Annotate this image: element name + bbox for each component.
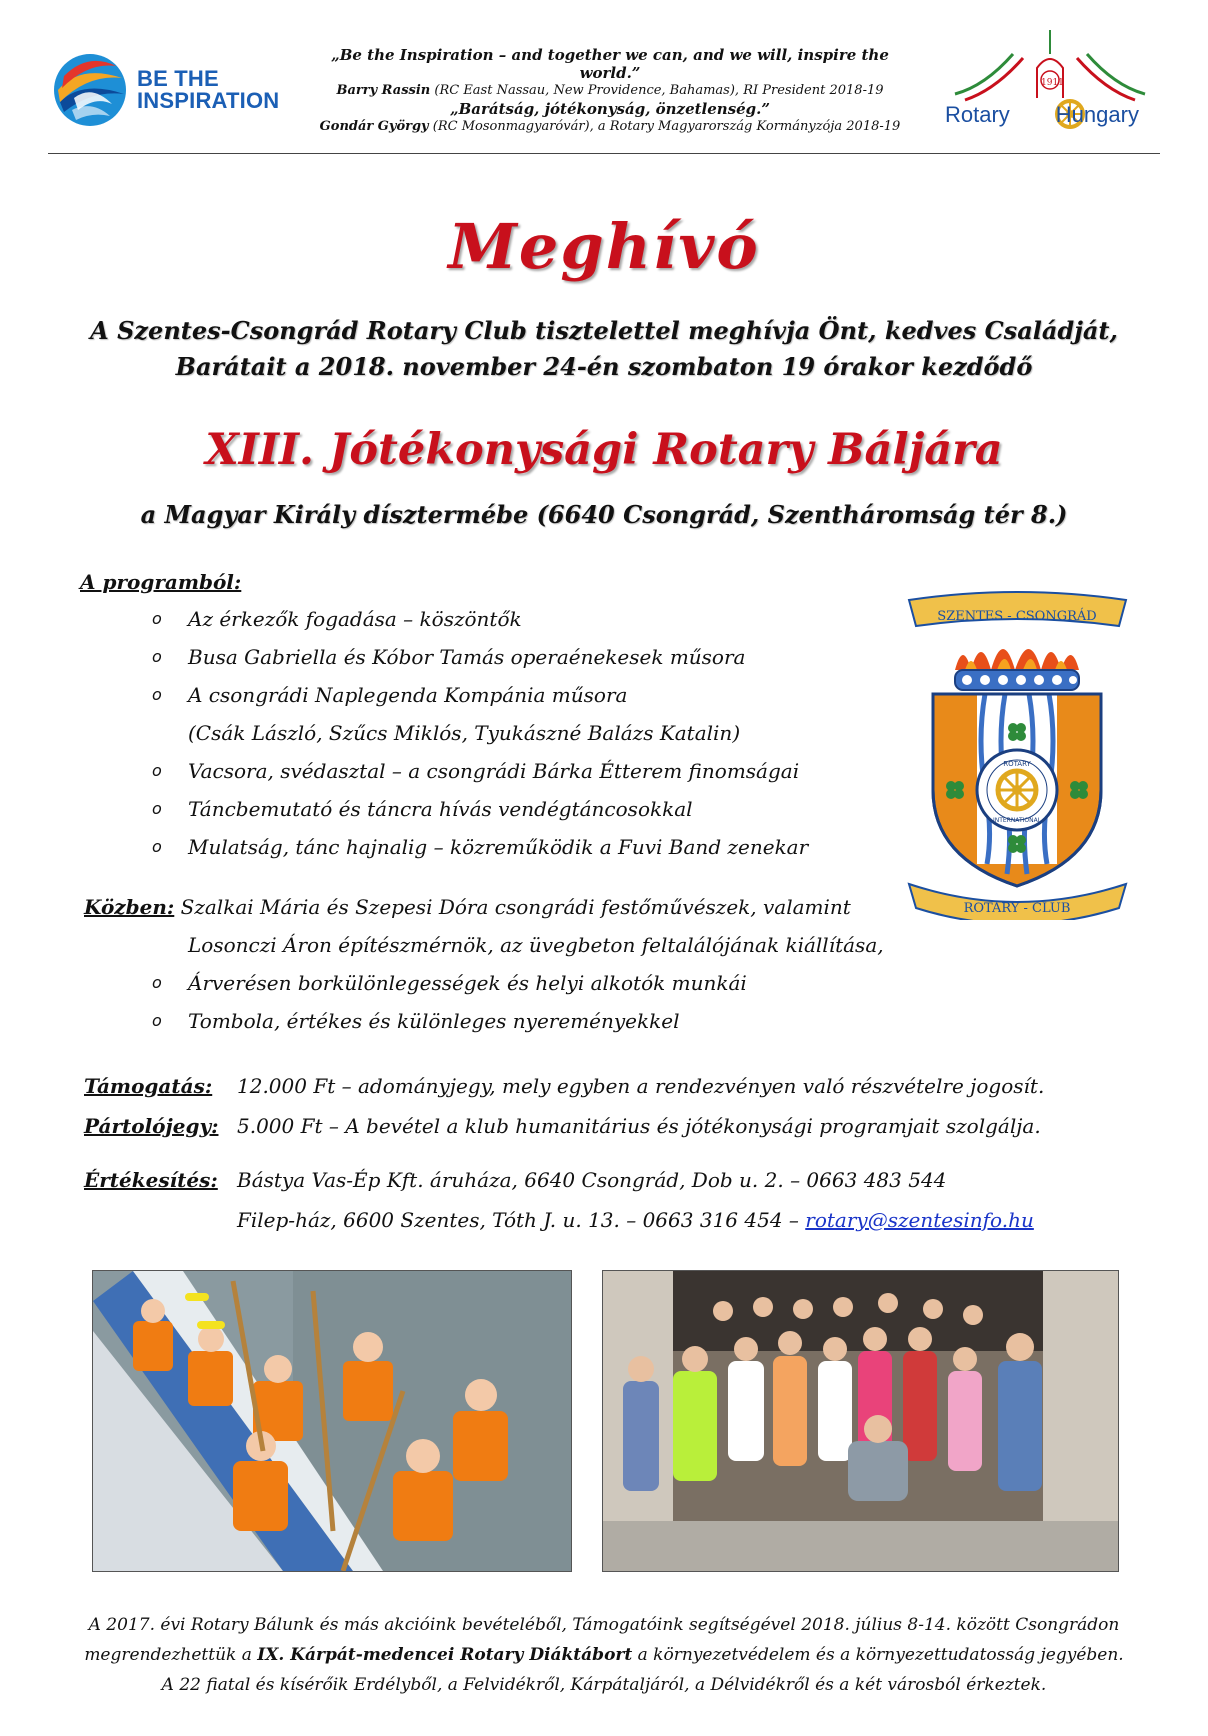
intro-line-2: Barátait a 2018. november 24-én szombaton 19 órakor kezdődő <box>175 352 1033 381</box>
footer-line-2-post: a környezetvédelem és a környezettudatosság jegyében. <box>637 1645 1124 1665</box>
sales-row <box>84 1160 947 1200</box>
support-row <box>84 1066 1045 1106</box>
page-title: Meghívó <box>448 210 760 283</box>
quote-1-author-detail: (RC East Nassau, New Providence, Bahamas), RI President 2018-19 <box>434 83 884 98</box>
list-item-text: Mulatság, tánc hajnalig – közreműködik a Fuvi Band zenekar <box>188 835 809 859</box>
hungary-word: Hungary <box>1055 102 1139 127</box>
bullet-icon: o <box>152 837 162 856</box>
crest-top-banner: SZENTES - CSONGRÁD <box>937 609 1097 624</box>
header <box>0 0 1208 155</box>
sales-line-2 <box>237 1200 1034 1240</box>
quote-1-author: Barry Rassin <box>336 83 431 98</box>
quote-2-author: Gondár György <box>319 119 429 134</box>
bullet-icon: o <box>152 685 162 704</box>
list-item <box>148 828 948 866</box>
boat-photo-image <box>93 1271 571 1571</box>
crest-icon <box>905 590 1130 920</box>
list-item-text: Vacsora, svédasztal – a csongrádi Bárka Étterem finomságai <box>188 759 800 783</box>
list-item <box>148 638 948 676</box>
photo-boat <box>92 1270 572 1572</box>
kozben-line-1 <box>84 888 851 926</box>
list-item-text: Az érkezők fogadása – köszöntők <box>188 607 522 631</box>
photo-group <box>602 1270 1119 1572</box>
header-divider <box>48 153 1160 154</box>
list-item <box>148 964 948 1002</box>
list-item-text: Táncbemutató és táncra hívás vendégtáncosokkal <box>188 797 693 821</box>
bullet-icon: o <box>152 973 162 992</box>
bullet-icon: o <box>152 1011 162 1030</box>
list-item-text: Tombola, értékes és különleges nyereményekkel <box>188 1009 680 1033</box>
footer-note <box>60 1610 1148 1700</box>
sales-line-2-text: Filep-ház, 6600 Szentes, Tóth J. u. 13. – 0663 316 454 – <box>237 1208 799 1232</box>
patron-value: 5.000 Ft – A bevétel a klub humanitárius és jótékonysági programjait szolgálja. <box>237 1114 1041 1138</box>
list-item <box>148 1002 948 1040</box>
quote-2-attribution <box>300 118 920 136</box>
intro-line-1: A Szentes-Csongrád Rotary Club tisztelettel meghívja Önt, kedves Családját, <box>90 316 1118 345</box>
header-quotes <box>300 46 920 136</box>
footer-line-2-pre: megrendezhettük a <box>84 1645 252 1665</box>
intro-text <box>60 313 1148 385</box>
crest-ring-bottom: INTERNATIONAL <box>992 817 1042 824</box>
program-list <box>148 600 948 866</box>
group-photo-image <box>603 1271 1118 1571</box>
rotary-word: Rotary <box>945 102 1010 127</box>
quote-1-attribution <box>300 82 920 100</box>
logo-text-line1: BE THE <box>137 66 219 91</box>
list-item-text: Busa Gabriella és Kóbor Tamás operaénekesek műsora <box>188 645 746 669</box>
list-item-text: A csongrádi Naplegenda Kompánia műsora <box>188 683 628 707</box>
quote-1: „Be the Inspiration – and together we can, and we will, inspire the world.” <box>331 46 889 82</box>
list-item <box>148 790 948 828</box>
support-label: Támogatás: <box>84 1074 213 1098</box>
list-item <box>148 600 948 638</box>
rotary-hungary-text <box>945 102 1139 128</box>
crest-bottom-banner: ROTARY - CLUB <box>963 901 1071 916</box>
bullet-icon: o <box>152 761 162 780</box>
bullet-icon: o <box>152 647 162 666</box>
rotary-hungary-logo <box>945 28 1165 138</box>
kozben-line-2: Losonczi Áron építészmérnök, az üvegbeton feltalálójának kiállítása, <box>188 933 884 957</box>
quote-2: „Barátság, jótékonyság, önzetlenség.” <box>449 100 771 118</box>
sales-label: Értékesítés: <box>84 1168 218 1192</box>
club-crest <box>905 590 1130 920</box>
bullet-icon: o <box>152 799 162 818</box>
email-link[interactable]: rotary@szentesinfo.hu <box>805 1208 1034 1232</box>
list-item-text: Árverésen borkülönlegességek és helyi alkotók munkái <box>188 971 747 995</box>
quote-2-author-detail: (RC Mosonmagyaróvár), a Rotary Magyarország Kormányzója 2018-19 <box>432 119 901 134</box>
logo-year: 1911 <box>1041 78 1064 88</box>
patron-row <box>84 1106 1041 1146</box>
kozben-label: Közben: <box>84 895 175 919</box>
list-item-text: (Csák László, Szűcs Miklós, Tyukászné Balázs Katalin) <box>188 721 741 745</box>
kozben-list <box>148 964 948 1040</box>
bullet-icon: o <box>152 609 162 628</box>
kozben-text-1: Szalkai Mária és Szepesi Dóra csongrádi festőművészek, valamint <box>180 895 851 919</box>
list-item <box>148 676 948 714</box>
support-value: 12.000 Ft – adományjegy, mely egyben a rendezvényen való részvételre jogosít. <box>237 1074 1045 1098</box>
ball-title: XIII. Jótékonysági Rotary Báljára <box>205 425 1003 475</box>
footer-camp-name: IX. Kárpát-medencei Rotary Diáktábort <box>257 1645 633 1665</box>
be-the-inspiration-icon <box>52 50 132 130</box>
program-heading: A programból: <box>80 570 242 594</box>
list-item-continuation <box>148 714 948 752</box>
list-item <box>148 752 948 790</box>
patron-label: Pártolójegy: <box>84 1114 219 1138</box>
be-the-inspiration-logo <box>52 50 312 130</box>
crest-ring-top: ROTARY <box>1003 760 1031 768</box>
footer-line-3: A 22 fiatal és kísérőik Erdélyből, a Felvidékről, Kárpátaljáról, a Délvidékről és a két városból érkeztek. <box>161 1675 1047 1695</box>
footer-line-2 <box>60 1640 1148 1670</box>
logo-text-line2: INSPIRATION <box>137 88 280 113</box>
footer-line-1: A 2017. évi Rotary Bálunk és más akcióink bevételéből, Támogatóink segítségével 2018. július 8-14. között Csongrádon <box>88 1615 1120 1635</box>
sales-line-1: Bástya Vas-Ép Kft. áruháza, 6640 Csongrád, Dob u. 2. – 0663 483 544 <box>237 1168 947 1192</box>
venue: a Magyar Király dísztermébe (6640 Csongrád, Szentháromság tér 8.) <box>140 500 1068 529</box>
